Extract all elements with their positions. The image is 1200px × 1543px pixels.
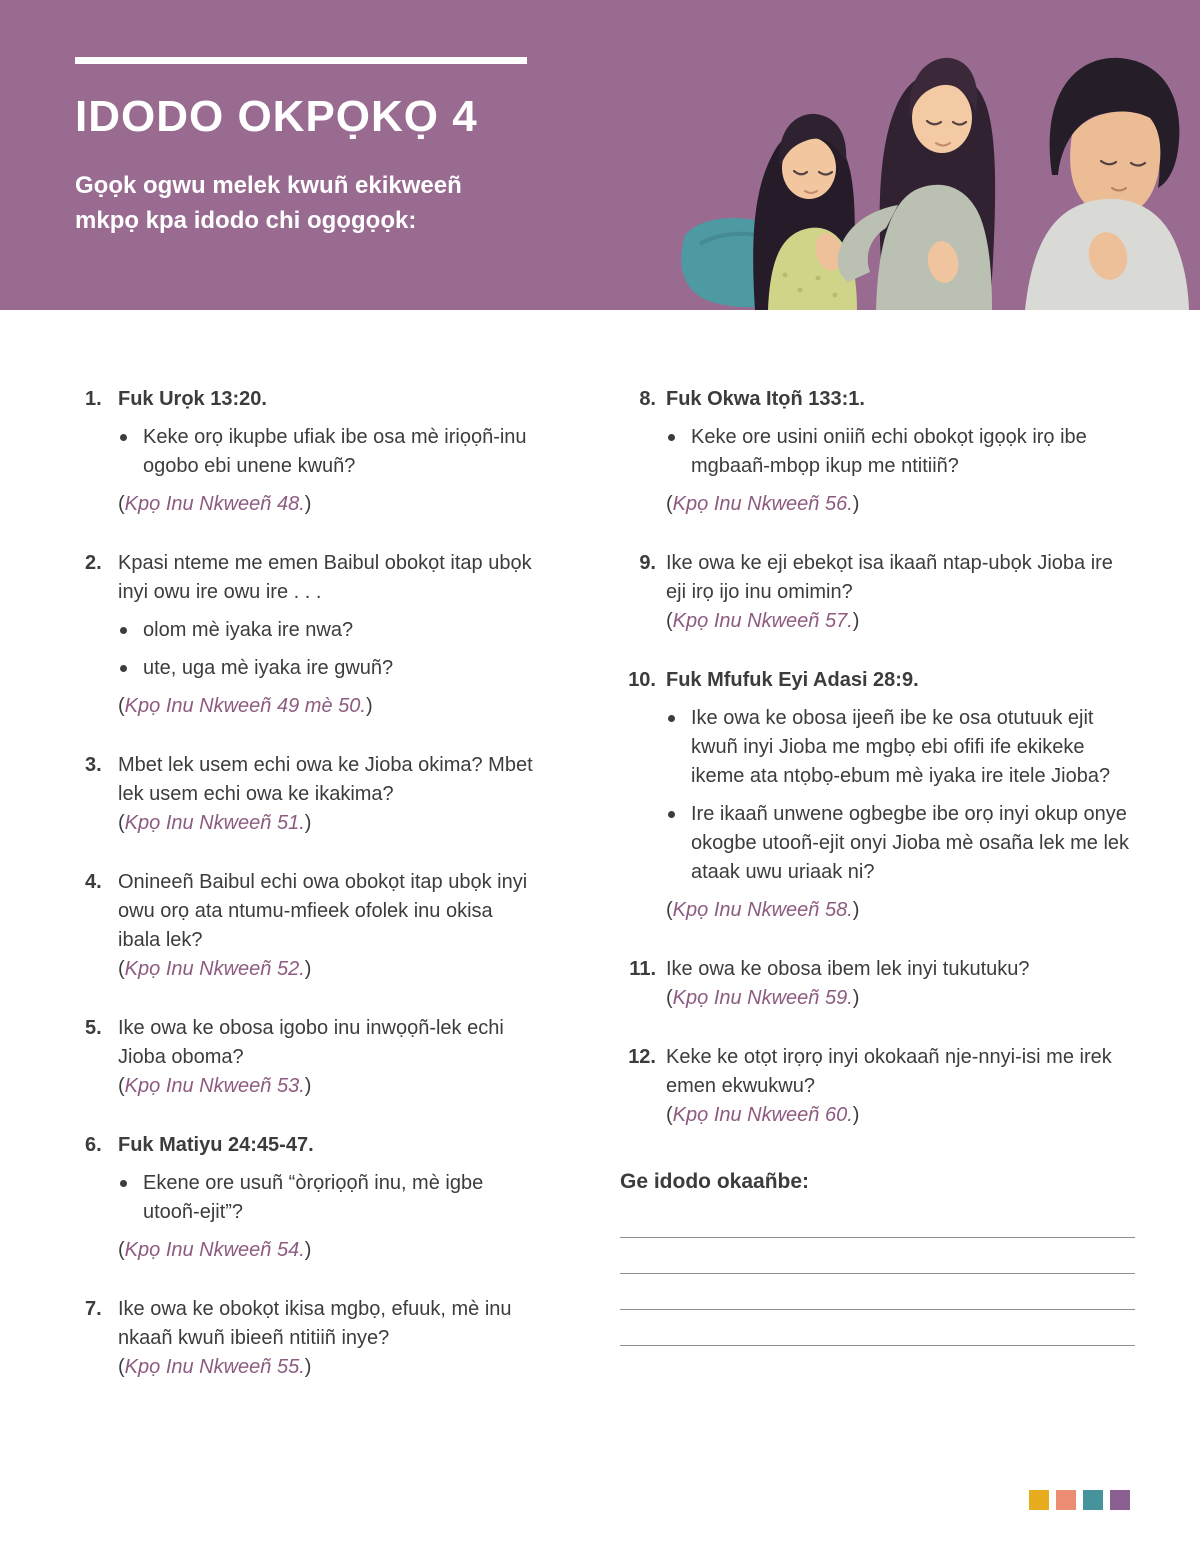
reference-text: Kpọ Inu Nkweeñ 52. (124, 958, 305, 980)
scripture-reference (118, 1236, 540, 1265)
bullet-icon (120, 434, 127, 441)
answer-line (620, 1202, 1135, 1238)
scripture-reference (666, 984, 1135, 1013)
question-10 (620, 666, 1135, 925)
question-number: 9. (639, 552, 656, 574)
paren-open: ( (118, 1239, 125, 1261)
column-right (620, 385, 1135, 1412)
paren-open: ( (666, 987, 673, 1009)
question-number: 4. (85, 871, 102, 893)
paren-close: ) (852, 987, 860, 1009)
write-answer-section (620, 1168, 1135, 1346)
question-columns (0, 310, 1200, 1412)
question-number: 8. (639, 388, 656, 410)
woman-figure (838, 58, 995, 310)
scripture-reference (118, 692, 540, 721)
question-12 (620, 1043, 1135, 1130)
bullet-item (666, 423, 1135, 481)
question-number: 7. (85, 1298, 102, 1320)
question-9 (620, 549, 1135, 636)
paren-open: ( (666, 1104, 673, 1126)
bullet-icon (120, 627, 127, 634)
paren-close: ) (304, 958, 312, 980)
reference-text: Kpọ Inu Nkweeñ 54. (124, 1239, 305, 1261)
question-text: Onineeñ Baibul echi owa obokọt itap ubọk inyi owu orọ ata ntumu-mfieek ofolek inu okisa ibala lek? (118, 871, 528, 951)
paren-close: ) (852, 493, 860, 515)
bullet-text: Ike owa ke obosa ijeeñ ibe ke osa otutuuk ejit kwuñ inyi Jioba me mgbọ ebi ofifi ife ekikeke ikeme ata ntọbọ-ebum mè iyaka ire itele Jioba? (691, 707, 1111, 787)
scripture-reference (666, 896, 1135, 925)
praying-family-illustration (680, 0, 1200, 310)
paren-open: ( (666, 610, 673, 632)
paren-close: ) (304, 1075, 312, 1097)
paren-open: ( (118, 958, 125, 980)
bullet-item (118, 1169, 540, 1227)
question-number: 11. (629, 958, 656, 980)
scripture-reference (118, 1353, 540, 1382)
paren-close: ) (852, 1104, 860, 1126)
question-1 (85, 385, 540, 519)
bullet-item (666, 800, 1135, 887)
write-answer-label: Ge idodo okaañbe: (620, 1170, 810, 1193)
subtitle-line-2: mkpọ kpa idodo chi ogọgọọk: (75, 207, 417, 234)
color-square-purple (1110, 1490, 1130, 1510)
bullet-text: Keke ore usini oniiñ echi obokọt igọọk irọ ibe mgbaañ-mbọp ikup me ntitiiñ? (691, 426, 1087, 477)
scripture-heading: Fuk Urọk 13:20. (118, 388, 267, 410)
bullet-text: olom mè iyaka ire nwa? (143, 619, 354, 641)
bullet-item (118, 423, 540, 481)
question-4 (85, 868, 540, 984)
scripture-reference (666, 607, 1135, 636)
color-square-teal (1083, 1490, 1103, 1510)
paren-open: ( (666, 899, 673, 921)
question-number: 12. (628, 1046, 656, 1068)
paren-close: ) (304, 493, 312, 515)
question-text: Ike owa ke obosa ibem lek inyi tukutuku? (666, 958, 1030, 980)
question-number: 10. (628, 669, 656, 691)
paren-open: ( (666, 493, 673, 515)
scripture-reference (118, 1072, 540, 1101)
question-number: 1. (85, 388, 102, 410)
question-3 (85, 751, 540, 838)
answer-line (620, 1274, 1135, 1310)
bullet-item (118, 654, 540, 683)
bullet-text: ute, uga mè iyaka ire gwuñ? (143, 657, 394, 679)
question-7 (85, 1295, 540, 1382)
question-6 (85, 1131, 540, 1265)
question-number: 3. (85, 754, 102, 776)
bullet-icon (668, 811, 675, 818)
question-number: 5. (85, 1017, 102, 1039)
paren-close: ) (304, 1356, 312, 1378)
page-subtitle (75, 168, 462, 238)
reference-text: Kpọ Inu Nkweeñ 56. (672, 493, 853, 515)
answer-line (620, 1238, 1135, 1274)
scripture-reference (666, 490, 1135, 519)
scripture-reference (118, 809, 540, 838)
page-title: IDODO OKPỌKỌ 4 (75, 92, 478, 141)
paren-open: ( (118, 493, 125, 515)
scripture-reference (118, 955, 540, 984)
paren-open: ( (118, 1356, 125, 1378)
paren-open: ( (118, 1075, 125, 1097)
reference-text: Kpọ Inu Nkweeñ 49 mè 50. (124, 695, 366, 717)
question-8 (620, 385, 1135, 519)
subtitle-line-1: Gọọk ogwu melek kwuñ ekikweeñ (75, 172, 462, 199)
reference-text: Kpọ Inu Nkweeñ 57. (672, 610, 853, 632)
scripture-heading: Fuk Matiyu 24:45-47. (118, 1134, 314, 1156)
question-text: Keke ke otọt irọrọ inyi okokaañ nje-nnyi-isi me irek emen ekwukwu? (666, 1046, 1112, 1097)
bullet-icon (120, 665, 127, 672)
answer-line (620, 1310, 1135, 1346)
column-left (85, 385, 540, 1412)
bullet-text: Ekene ore usuñ “òrọriọọñ inu, mè igbe utooñ-ejit”? (143, 1172, 484, 1223)
title-rule (75, 57, 527, 64)
man-figure (1025, 58, 1189, 310)
reference-text: Kpọ Inu Nkweeñ 60. (672, 1104, 853, 1126)
bullet-text: Ire ikaañ unwene ogbegbe ibe orọ inyi okup onye okogbe utooñ-ejit onyi Jioba mè osaña lek me lek ataak uwu uriaak ni? (691, 803, 1130, 883)
question-text: Ike owa ke eji ebekọt isa ikaañ ntap-ubọk Jioba ire eji irọ ijo inu omimin? (666, 552, 1113, 603)
question-text: Ike owa ke obosa igobo inu inwọọñ-lek echi Jioba oboma? (118, 1017, 504, 1068)
paren-close: ) (304, 1239, 312, 1261)
bullet-item (666, 704, 1135, 791)
reference-text: Kpọ Inu Nkweeñ 58. (672, 899, 853, 921)
scripture-reference (666, 1101, 1135, 1130)
scripture-heading: Fuk Okwa Itọñ 133:1. (666, 388, 865, 410)
bullet-icon (668, 715, 675, 722)
question-11 (620, 955, 1135, 1013)
paren-close: ) (852, 610, 860, 632)
bullet-icon (120, 1180, 127, 1187)
question-5 (85, 1014, 540, 1101)
question-number: 2. (85, 552, 102, 574)
paren-open: ( (118, 695, 125, 717)
paren-close: ) (304, 812, 312, 834)
question-2 (85, 549, 540, 721)
scripture-heading: Fuk Mfufuk Eyi Adasi 28:9. (666, 669, 919, 691)
scripture-reference (118, 490, 540, 519)
reference-text: Kpọ Inu Nkweeñ 48. (124, 493, 305, 515)
header-band (0, 0, 1200, 310)
question-text: Kpasi nteme me emen Baibul obokọt itap ubọk inyi owu ire owu ire . . . (118, 552, 532, 603)
footer-color-squares (1029, 1490, 1130, 1510)
question-text: Ike owa ke obokọt ikisa mgbọ, efuuk, mè inu nkaañ kwuñ ibieeñ ntitiiñ inye? (118, 1298, 512, 1349)
reference-text: Kpọ Inu Nkweeñ 55. (124, 1356, 305, 1378)
question-text: Mbet lek usem echi owa ke Jioba okima? Mbet lek usem echi owa ke ikakima? (118, 754, 533, 805)
question-number: 6. (85, 1134, 102, 1156)
paren-close: ) (852, 899, 860, 921)
bullet-text: Keke orọ ikupbe ufiak ibe osa mè iriọọñ-inu ogobo ebi unene kwuñ? (143, 426, 527, 477)
color-square-salmon (1056, 1490, 1076, 1510)
bullet-icon (668, 434, 675, 441)
bullet-item (118, 616, 540, 645)
girl-figure (753, 114, 857, 310)
paren-close: ) (365, 695, 373, 717)
color-square-yellow (1029, 1490, 1049, 1510)
reference-text: Kpọ Inu Nkweeñ 51. (124, 812, 305, 834)
reference-text: Kpọ Inu Nkweeñ 59. (672, 987, 853, 1009)
reference-text: Kpọ Inu Nkweeñ 53. (124, 1075, 305, 1097)
paren-open: ( (118, 812, 125, 834)
